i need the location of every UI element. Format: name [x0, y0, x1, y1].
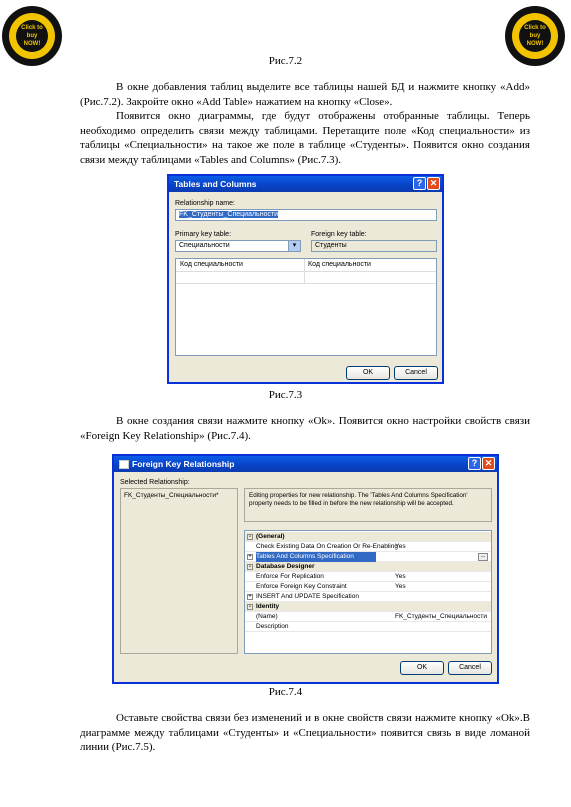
table-row[interactable]	[176, 271, 436, 284]
property-name: Tables And Columns Specification	[256, 552, 376, 562]
property-name: Enforce For Replication	[256, 573, 324, 580]
property-name: (General)	[256, 533, 285, 540]
property-value[interactable]: Yes	[395, 543, 406, 550]
property-row[interactable]	[245, 582, 491, 592]
relationship-name-label: Relationship name:	[175, 200, 235, 207]
grid-cell-foreign: Код специальности	[308, 261, 371, 268]
selected-relationship-label: Selected Relationship:	[120, 479, 190, 486]
property-row[interactable]	[245, 612, 491, 622]
relationship-list[interactable]	[120, 488, 238, 654]
figure-caption: Рис.7.3	[268, 389, 303, 401]
help-icon[interactable]: ?	[468, 457, 481, 470]
property-category[interactable]	[245, 602, 491, 612]
property-category[interactable]	[245, 562, 491, 572]
primary-key-label: Primary key table:	[175, 231, 232, 238]
columns-grid[interactable]	[175, 258, 437, 356]
collapse-icon[interactable]: -	[249, 564, 251, 570]
grid-cell-primary: Код специальности	[180, 261, 243, 268]
property-value[interactable]: Yes	[395, 573, 406, 580]
foreign-key-label: Foreign key table:	[311, 231, 367, 238]
paragraph: В окне создания связи нажмите кнопку «Ok». Появится окно настройки свойств связи «Foreign Key Relationship» (Рис.7.4).	[80, 415, 530, 442]
property-value[interactable]: FK_Студенты_Специальности	[395, 613, 487, 620]
property-grid[interactable]	[244, 530, 492, 654]
figure-caption: Рис.7.2	[268, 55, 303, 67]
paragraph: Появится окно диаграммы, где будут отображены отобранные таблицы. Теперь необходимо определить связи между таблицами. Перетащите поле «Код специальности» из таблицы «Специальности» на такое же поле в таблице «Студенты». Появится окно создания связи между таблицами «Tables and Columns» (Рис.7.3).	[80, 110, 530, 166]
property-name: Database Designer	[256, 563, 315, 570]
ok-button[interactable]: OK	[346, 366, 390, 380]
paragraph: Оставьте свойства связи без изменений и в окне свойств связи нажмите кнопку «Ok».В диаграмме между таблицами «Студенты» и «Специальности» появится связь в виде ломаной линии (Рис.7.5).	[80, 712, 530, 754]
help-icon[interactable]: ?	[413, 177, 426, 190]
cancel-button[interactable]: Cancel	[448, 661, 492, 675]
property-name: Check Existing Data On Creation Or Re-Enabling	[256, 543, 398, 550]
description-panel: Editing properties for new relationship. The 'Tables And Columns Specification' property needs to be filled in before the new relationship will be accepted.	[244, 488, 492, 522]
window-icon	[119, 460, 129, 469]
watermark-text: NOW!	[23, 41, 41, 47]
watermark-text: NOW!	[526, 41, 544, 47]
property-name: Identity	[256, 603, 280, 610]
close-icon[interactable]: ✕	[482, 457, 495, 470]
ok-button[interactable]: OK	[400, 661, 444, 675]
property-category[interactable]	[245, 532, 491, 542]
expand-icon[interactable]: +	[248, 594, 252, 600]
dialog-titlebar	[114, 456, 497, 472]
chevron-down-icon[interactable]: ▾	[288, 241, 300, 251]
dialog-title: Tables and Columns	[174, 179, 257, 189]
primary-key-value: Специальности	[179, 242, 230, 249]
relationship-name-input[interactable]	[175, 209, 437, 221]
dialog-titlebar	[169, 176, 442, 192]
collapse-icon[interactable]: -	[249, 534, 251, 540]
foreign-key-value: Студенты	[315, 242, 347, 249]
figure-caption: Рис.7.4	[268, 686, 303, 698]
ellipsis-button[interactable]: ...	[478, 553, 488, 561]
property-value[interactable]: Yes	[395, 583, 406, 590]
property-name: Description	[256, 623, 289, 630]
collapse-icon[interactable]: -	[249, 604, 251, 610]
cancel-button[interactable]: Cancel	[394, 366, 438, 380]
foreign-key-field	[311, 240, 437, 252]
tables-and-columns-dialog	[167, 174, 444, 384]
property-row[interactable]	[245, 622, 491, 632]
watermark-text: Click to buy	[21, 25, 43, 39]
paragraph: В окне добавления таблиц выделите все таблицы нашей БД и нажмите кнопку «Add» (Рис.7.2). Закройте окно «Add Table» нажатием на кнопку «Close».	[80, 81, 530, 108]
property-row[interactable]	[245, 572, 491, 582]
relationship-name-value: FK_Студенты_Специальности	[179, 211, 279, 218]
list-item[interactable]: FK_Студенты_Специальности*	[124, 492, 219, 499]
property-name: Enforce Foreign Key Constraint	[256, 583, 347, 590]
property-row[interactable]	[245, 552, 491, 562]
foreign-key-relationship-dialog	[112, 454, 499, 684]
expand-icon[interactable]: +	[248, 554, 252, 560]
property-name: INSERT And UPDATE Specification	[256, 593, 359, 600]
property-row[interactable]	[245, 592, 491, 602]
watermark-text: Click to buy	[524, 25, 546, 39]
property-row[interactable]	[245, 542, 491, 552]
dialog-title: Foreign Key Relationship	[132, 459, 235, 469]
primary-key-select[interactable]	[175, 240, 301, 252]
close-icon[interactable]: ✕	[427, 177, 440, 190]
property-name: (Name)	[256, 613, 278, 620]
